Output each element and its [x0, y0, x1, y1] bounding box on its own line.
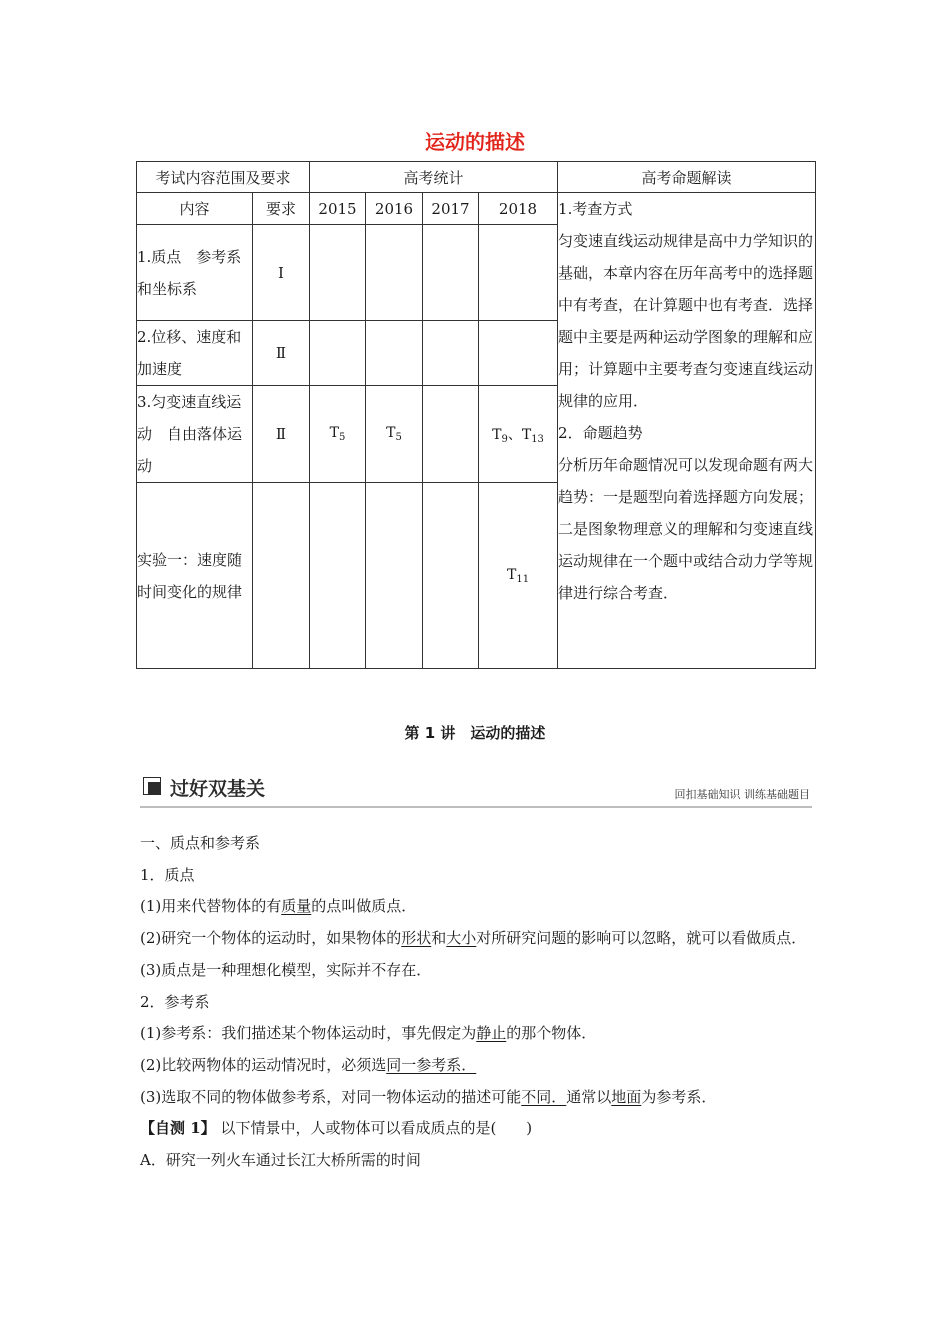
stat-2018: $T_9$、$T_{13}$ — [479, 386, 558, 483]
paragraph: (3)质点是一种理想化模型，实际并不存在． — [140, 960, 432, 979]
stat-2018: $T_{11}$ — [479, 483, 558, 669]
interp-para-2: 分析历年命题情况可以发现命题有两大趋势：一是题型向着选择题方向发展；二是图象物理意义的理解和匀变速直线运动规律在一个题中或结合动力学等规律进行综合考查． — [558, 456, 814, 602]
header-year-2017: 2017 — [423, 193, 479, 225]
row-content: 3.匀变速直线运动 自由落体运动 — [137, 386, 253, 483]
header-req: 要求 — [253, 193, 310, 225]
body-content — [140, 828, 820, 1177]
interp-para-1: 匀变速直线运动规律是高中力学知识的基础，本章内容在历年高考中的选择题中有考查，在计算题中也有考查．选择题中主要是两种运动学图象的理解和应用；计算题中主要考查匀变速直线运动规律的应用． — [558, 232, 814, 410]
section-heading: 一、质点和参考系 — [140, 834, 261, 852]
document-title: 运动的描述 — [425, 130, 525, 154]
banner-subtitle: 回扣基础知识 训练基础题目 — [674, 788, 810, 801]
header-content: 内容 — [137, 193, 253, 225]
answer-option-a: A．研究一列火车通过长江大桥所需的时间 — [140, 1151, 421, 1170]
paragraph: (1)用来代替物体的有质量的点叫做质点． — [140, 897, 417, 916]
row-req — [253, 483, 310, 669]
interpretation-cell — [558, 193, 816, 669]
row-req: Ⅱ — [253, 321, 310, 386]
row-content: 实验一：速度随时间变化的规律 — [137, 483, 253, 669]
stat-2015: $T_5$ — [310, 386, 366, 483]
interp-heading-2: 2．命题趋势 — [558, 424, 643, 442]
lecture-title: 第 1 讲 运动的描述 — [404, 724, 546, 742]
paragraph: (2)比较两物体的运动情况时，必须选同一参考系． — [140, 1055, 477, 1074]
self-test-question: 【自测 1】 以下情景中，人或物体可以看成质点的是( ) — [140, 1119, 533, 1138]
table-header-row-1 — [137, 162, 816, 193]
row-content: 2.位移、速度和加速度 — [137, 321, 253, 386]
subsection-heading: 2．参考系 — [140, 992, 210, 1011]
row-req: Ⅱ — [253, 386, 310, 483]
header-year-2016: 2016 — [366, 193, 423, 225]
stat-2016: $T_5$ — [366, 386, 423, 483]
exam-overview-table — [136, 161, 816, 669]
subsection-heading: 1．质点 — [140, 865, 195, 884]
paragraph: (3)选取不同的物体做参考系，对同一物体运动的描述可能不同．通常以地面为参考系． — [140, 1087, 717, 1106]
paragraph: (2)研究一个物体的运动时，如果物体的形状和大小对所研究问题的影响可以忽略，就可以看做质点． — [140, 929, 807, 948]
header-interpret: 高考命题解读 — [558, 162, 816, 193]
header-year-2018: 2018 — [479, 193, 558, 225]
header-scope: 考试内容范围及要求 — [137, 162, 310, 193]
interp-heading-1: 1.考查方式 — [558, 200, 633, 218]
banner-title: 过好双基关 — [170, 778, 266, 800]
row-content: 1.质点 参考系和坐标系 — [137, 225, 253, 321]
header-year-2015: 2015 — [310, 193, 366, 225]
header-stats: 高考统计 — [310, 162, 558, 193]
section-square-icon — [143, 777, 161, 795]
table-header-row-2 — [137, 193, 816, 225]
row-req: Ⅰ — [253, 225, 310, 321]
section-banner — [140, 774, 812, 808]
paragraph: (1)参考系：我们描述某个物体运动时，事先假定为静止的那个物体． — [140, 1024, 597, 1043]
